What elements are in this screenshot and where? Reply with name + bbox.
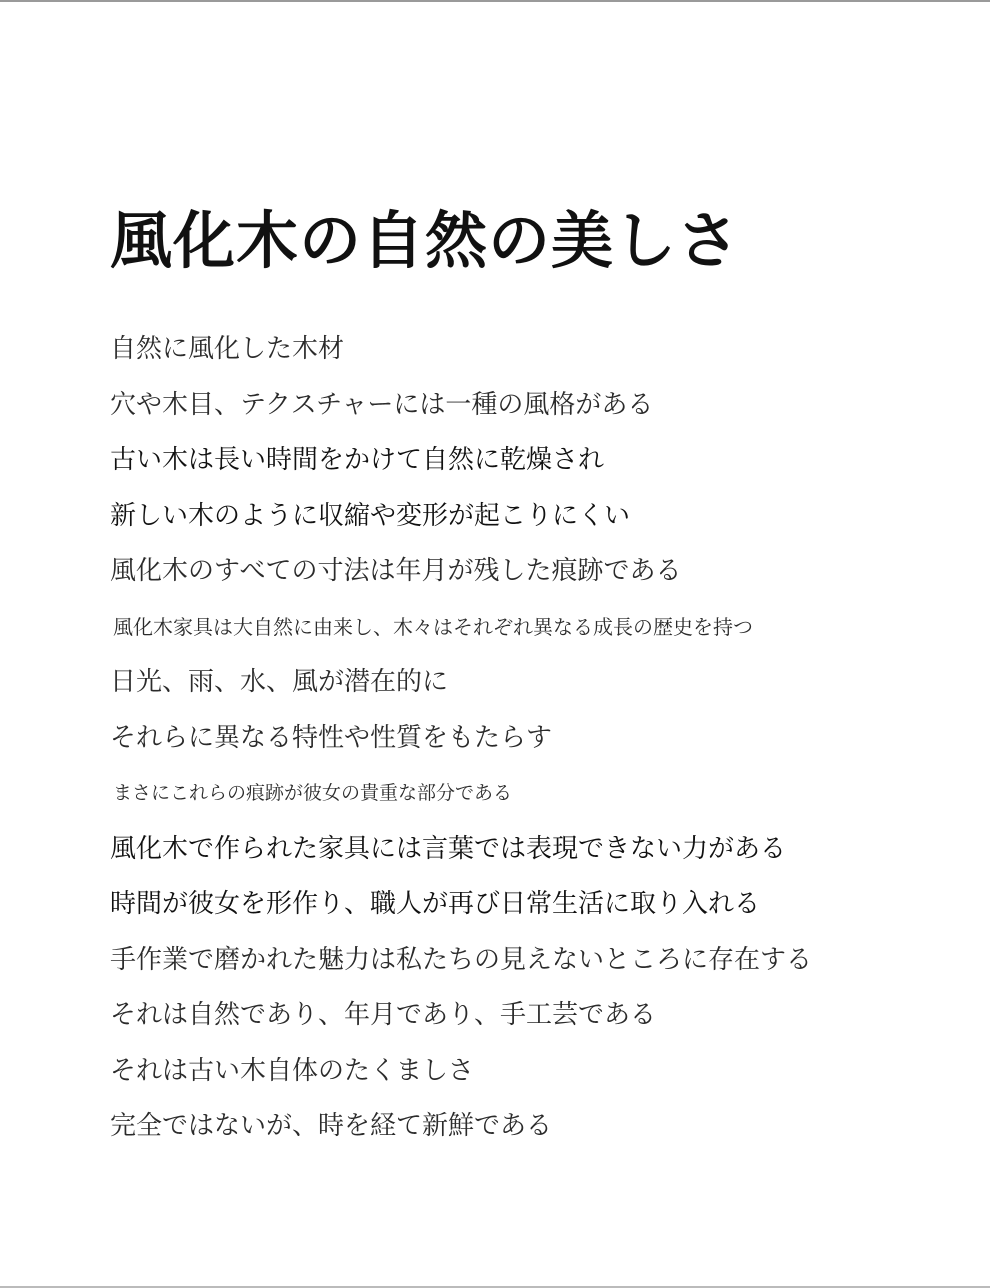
poem-line-9: まさにこれらの痕跡が彼女の貴重な部分である bbox=[113, 782, 513, 804]
poem-line-13: それは自然であり、年月であり、手工芸である bbox=[110, 1000, 657, 1030]
top-border bbox=[0, 0, 990, 2]
poem-line-7: 日光、雨、水、風が潜在的に bbox=[110, 667, 449, 697]
poem-line-10: 風化木で作られた家具には言葉では表現できない力がある bbox=[110, 833, 787, 864]
poem-lines bbox=[110, 322, 960, 1155]
poem-line-12: 手作業で磨かれた魅力は私たちの見えないところに存在する bbox=[110, 944, 813, 975]
poem-line-15: 完全ではないが、時を経て新鮮である bbox=[110, 1111, 553, 1141]
poem-line-5: 風化木のすべての寸法は年月が残した痕跡である bbox=[110, 556, 682, 586]
poem-line-6: 風化木家具は大自然に由来し、木々はそれぞれ異なる成長の歴史を持つ bbox=[113, 614, 753, 639]
poem-line-4: 新しい木のように収縮や変形が起こりにくい bbox=[110, 500, 631, 531]
poem-line-11: 時間が彼女を形作り、職人が再び日常生活に取り入れる bbox=[110, 889, 761, 919]
poem-line-2: 穴や木目、テクスチャーには一種の風格がある bbox=[110, 389, 654, 420]
poem-line-14: それは古い木自体のたくましさ bbox=[110, 1055, 475, 1086]
poem-line-1: 自然に風化した木材 bbox=[110, 334, 345, 364]
document-body bbox=[110, 196, 960, 1141]
page-title: 風化木の自然の美しさ bbox=[110, 204, 741, 277]
poem-line-8: それらに異なる特性や性質をもたらす bbox=[110, 722, 553, 753]
poem-line-3: 古い木は長い時間をかけて自然に乾燥され bbox=[110, 445, 605, 475]
